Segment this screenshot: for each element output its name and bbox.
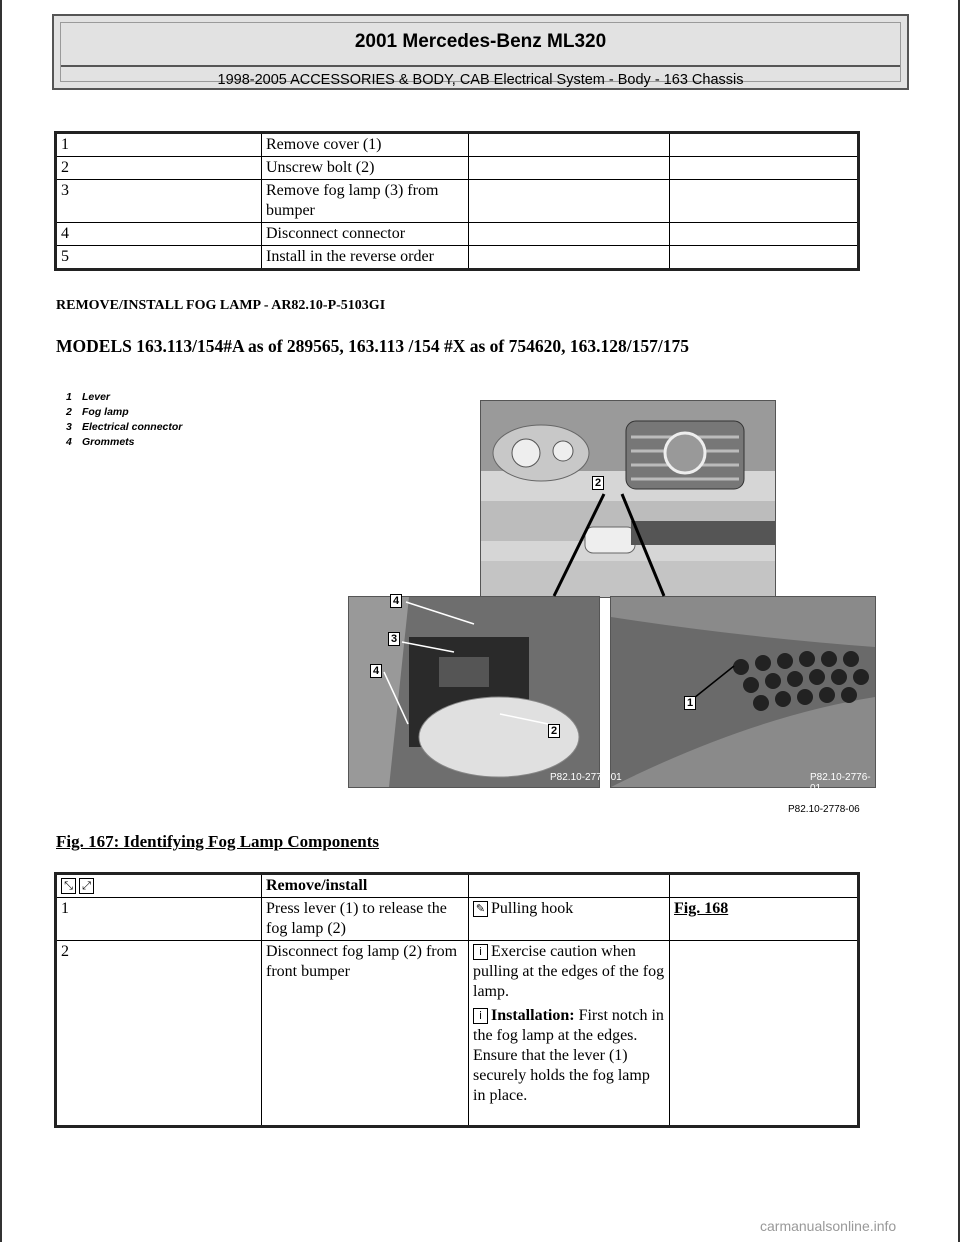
fog-lamp-figure (54, 384, 874, 824)
table-row: 5 Install in the reverse order (56, 246, 859, 270)
legend-item: 3 Electrical connector (66, 421, 183, 433)
header-title: 2001 Mercedes-Benz ML320 (354, 31, 607, 52)
table-row: 1 Press lever (1) to release the fog lamp (2) ✎ Pulling hook Fig. 168 (56, 898, 859, 941)
fig-168-link[interactable]: Fig. 168 (674, 900, 729, 917)
installation-note: First notch in the fog lamp at the edges. Ensure that the lever (1) securely holds the fog lamp in place. (473, 1007, 664, 1104)
steps-table-fog-lamp (54, 872, 860, 1128)
callout-1: 1 (684, 696, 696, 710)
caution-note: Exercise caution when pulling at the edges of the fog lamp. (473, 943, 665, 1000)
callout-2-left: 2 (548, 724, 560, 738)
page-left-border (0, 0, 2, 1242)
photo-code-right: P82.10-2776-01 (810, 772, 871, 794)
table-header-label: Remove/install (262, 874, 469, 898)
callout-2-top: 2 (592, 476, 604, 490)
models-heading: MODELS 163.113/154#A as of 289565, 163.113 /154 #X as of 754620, 163.128/157/175 (56, 336, 689, 356)
header-subtitle: 1998-2005 ACCESSORIES & BODY, CAB Electrical System - Body - 163 Chassis (217, 72, 744, 88)
page-header (52, 14, 909, 90)
collapse-icon[interactable]: ⤢ (79, 878, 94, 894)
table-row: 3 Remove fog lamp (3) from bumper (56, 180, 859, 223)
callout-4-b: 4 (370, 664, 382, 678)
table-row: 2 Unscrew bolt (2) (56, 157, 859, 180)
table-row: 4 Disconnect connector (56, 223, 859, 246)
legend-item: 1 Lever (66, 391, 111, 403)
expand-icon[interactable]: ⤡ (61, 878, 76, 894)
tool-label: Pulling hook (491, 900, 574, 917)
figure-caption: Fig. 167: Identifying Fog Lamp Components (56, 832, 380, 851)
installation-label: Installation: (491, 1007, 575, 1024)
steps-table-cover (54, 131, 860, 271)
info-icon: i (473, 1008, 488, 1024)
section-title: REMOVE/INSTALL FOG LAMP - AR82.10-P-5103GI (56, 298, 386, 313)
info-icon: i (473, 944, 488, 960)
table-row: 2 Disconnect fog lamp (2) from front bumper i Exercise caution when pulling at the edges of the fog lamp. i Installation: First notch in the fog lamp at the edges. Ensure that the lever (1) securely holds the fog lamp in place. (56, 941, 859, 1127)
photo-code-left: P82.10-2777-01 (550, 772, 622, 783)
callout-3: 3 (388, 632, 400, 646)
legend-item: 2 Fog lamp (66, 406, 129, 418)
tool-icon: ✎ (473, 901, 488, 917)
callout-4-a: 4 (390, 594, 402, 608)
table-row: 1 Remove cover (1) (56, 133, 859, 157)
header-divider (61, 65, 900, 67)
callout-lines (54, 384, 874, 824)
watermark: carmanualsonline.info (760, 1218, 897, 1234)
table-header-row (56, 874, 859, 898)
legend-item: 4 Grommets (66, 436, 135, 448)
figure-code: P82.10-2778-06 (788, 804, 860, 815)
